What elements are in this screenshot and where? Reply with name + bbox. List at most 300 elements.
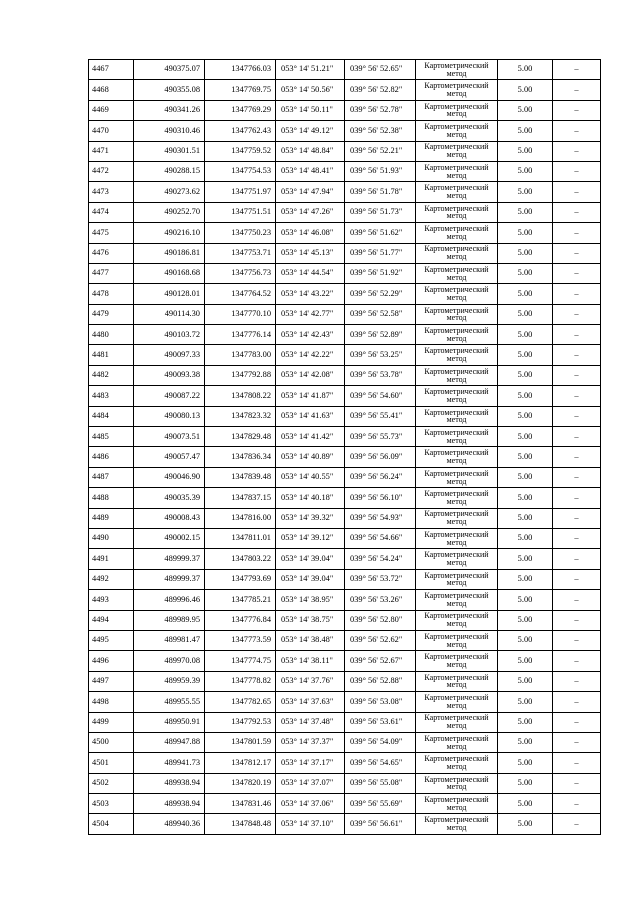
table-row [89, 569, 601, 589]
longitude-cell: 039° 56' 51.78" [345, 182, 416, 202]
table-row [89, 100, 601, 120]
x-coordinate-cell: 490008.43 [134, 508, 205, 528]
method-line-2: метод [446, 598, 467, 608]
accuracy-cell: 5.00 [498, 223, 553, 243]
latitude-cell: 053° 14' 41.87" [276, 386, 345, 406]
table-row [89, 263, 601, 283]
point-number-cell: 4486 [89, 447, 134, 467]
point-number-cell: 4470 [89, 121, 134, 141]
latitude-cell: 053° 14' 40.89" [276, 447, 345, 467]
method-cell [416, 528, 498, 548]
latitude-cell: 053° 14' 48.41" [276, 161, 345, 181]
method-cell [416, 794, 498, 814]
method-line-1: Картометрический [424, 264, 489, 274]
x-coordinate-cell: 490057.47 [134, 447, 205, 467]
method-line-1: Картометрический [424, 774, 489, 784]
note-cell: – [553, 447, 601, 467]
method-line-1: Картометрический [424, 122, 489, 132]
point-number-cell: 4471 [89, 141, 134, 161]
table-row [89, 182, 601, 202]
table-row [89, 141, 601, 161]
method-cell [416, 590, 498, 610]
point-number-cell: 4500 [89, 732, 134, 752]
y-coordinate-cell: 1347751.97 [205, 182, 276, 202]
method-cell [416, 814, 498, 834]
method-line-2: метод [446, 639, 467, 649]
method-line-1: Картометрический [424, 244, 489, 254]
accuracy-cell: 5.00 [498, 406, 553, 426]
method-cell [416, 202, 498, 222]
point-number-cell: 4489 [89, 508, 134, 528]
latitude-cell: 053° 14' 45.13" [276, 243, 345, 263]
method-line-1: Картометрический [424, 631, 489, 641]
method-cell [416, 223, 498, 243]
method-line-2: метод [446, 252, 467, 262]
longitude-cell: 039° 56' 51.93" [345, 161, 416, 181]
table-row [89, 732, 601, 752]
method-line-2: метод [446, 109, 467, 119]
table-row [89, 528, 601, 548]
note-cell: – [553, 630, 601, 650]
y-coordinate-cell: 1347785.21 [205, 590, 276, 610]
x-coordinate-cell: 490097.33 [134, 345, 205, 365]
accuracy-cell: 5.00 [498, 508, 553, 528]
point-number-cell: 4492 [89, 569, 134, 589]
longitude-cell: 039° 56' 54.60" [345, 386, 416, 406]
accuracy-cell: 5.00 [498, 794, 553, 814]
latitude-cell: 053° 14' 37.06" [276, 794, 345, 814]
coordinates-table-body [89, 60, 601, 835]
latitude-cell: 053° 14' 39.32" [276, 508, 345, 528]
x-coordinate-cell: 490252.70 [134, 202, 205, 222]
accuracy-cell: 5.00 [498, 60, 553, 80]
x-coordinate-cell: 490002.15 [134, 528, 205, 548]
y-coordinate-cell: 1347793.69 [205, 569, 276, 589]
accuracy-cell: 5.00 [498, 427, 553, 447]
y-coordinate-cell: 1347770.10 [205, 304, 276, 324]
method-line-2: метод [446, 741, 467, 751]
method-cell [416, 488, 498, 508]
longitude-cell: 039° 56' 51.92" [345, 263, 416, 283]
x-coordinate-cell: 490341.26 [134, 100, 205, 120]
method-cell [416, 100, 498, 120]
longitude-cell: 039° 56' 52.58" [345, 304, 416, 324]
method-line-1: Картометрический [424, 101, 489, 111]
table-row [89, 773, 601, 793]
latitude-cell: 053° 14' 44.54" [276, 263, 345, 283]
table-row [89, 345, 601, 365]
longitude-cell: 039° 56' 53.26" [345, 590, 416, 610]
longitude-cell: 039° 56' 51.73" [345, 202, 416, 222]
table-row [89, 753, 601, 773]
table-row [89, 365, 601, 385]
accuracy-cell: 5.00 [498, 263, 553, 283]
accuracy-cell: 5.00 [498, 651, 553, 671]
point-number-cell: 4468 [89, 80, 134, 100]
method-line-1: Картометрический [424, 611, 489, 621]
method-line-2: метод [446, 496, 467, 506]
point-number-cell: 4467 [89, 60, 134, 80]
coordinates-table [88, 59, 601, 835]
method-cell [416, 243, 498, 263]
point-number-cell: 4477 [89, 263, 134, 283]
note-cell: – [553, 141, 601, 161]
method-line-2: метод [446, 761, 467, 771]
method-line-1: Картометрический [424, 305, 489, 315]
x-coordinate-cell: 489999.37 [134, 549, 205, 569]
longitude-cell: 039° 56' 56.10" [345, 488, 416, 508]
longitude-cell: 039° 56' 52.29" [345, 284, 416, 304]
note-cell: – [553, 488, 601, 508]
point-number-cell: 4483 [89, 386, 134, 406]
table-row [89, 651, 601, 671]
point-number-cell: 4481 [89, 345, 134, 365]
table-row [89, 467, 601, 487]
method-cell [416, 121, 498, 141]
table-row [89, 284, 601, 304]
latitude-cell: 053° 14' 40.55" [276, 467, 345, 487]
note-cell: – [553, 773, 601, 793]
table-row [89, 121, 601, 141]
latitude-cell: 053° 14' 37.48" [276, 712, 345, 732]
point-number-cell: 4482 [89, 365, 134, 385]
longitude-cell: 039° 56' 52.67" [345, 651, 416, 671]
method-line-2: метод [446, 231, 467, 241]
table-row [89, 243, 601, 263]
x-coordinate-cell: 490103.72 [134, 325, 205, 345]
accuracy-cell: 5.00 [498, 325, 553, 345]
method-line-2: метод [446, 680, 467, 690]
latitude-cell: 053° 14' 37.17" [276, 753, 345, 773]
y-coordinate-cell: 1347764.52 [205, 284, 276, 304]
accuracy-cell: 5.00 [498, 243, 553, 263]
point-number-cell: 4485 [89, 427, 134, 447]
accuracy-cell: 5.00 [498, 549, 553, 569]
table-row [89, 549, 601, 569]
accuracy-cell: 5.00 [498, 100, 553, 120]
point-number-cell: 4504 [89, 814, 134, 834]
point-number-cell: 4497 [89, 671, 134, 691]
method-line-2: метод [446, 333, 467, 343]
method-cell [416, 692, 498, 712]
y-coordinate-cell: 1347812.17 [205, 753, 276, 773]
latitude-cell: 053° 14' 38.48" [276, 630, 345, 650]
accuracy-cell: 5.00 [498, 182, 553, 202]
table-row [89, 712, 601, 732]
x-coordinate-cell: 489950.91 [134, 712, 205, 732]
method-line-2: метод [446, 89, 467, 99]
note-cell: – [553, 100, 601, 120]
y-coordinate-cell: 1347774.75 [205, 651, 276, 671]
accuracy-cell: 5.00 [498, 528, 553, 548]
method-line-2: метод [446, 68, 467, 78]
x-coordinate-cell: 489941.73 [134, 753, 205, 773]
method-cell [416, 610, 498, 630]
method-cell [416, 386, 498, 406]
latitude-cell: 053° 14' 38.11" [276, 651, 345, 671]
method-line-1: Картометрический [424, 448, 489, 458]
method-cell [416, 569, 498, 589]
longitude-cell: 039° 56' 54.24" [345, 549, 416, 569]
table-row [89, 161, 601, 181]
point-number-cell: 4490 [89, 528, 134, 548]
y-coordinate-cell: 1347782.65 [205, 692, 276, 712]
x-coordinate-cell: 490128.01 [134, 284, 205, 304]
method-cell [416, 263, 498, 283]
table-row [89, 692, 601, 712]
latitude-cell: 053° 14' 47.26" [276, 202, 345, 222]
y-coordinate-cell: 1347801.59 [205, 732, 276, 752]
point-number-cell: 4501 [89, 753, 134, 773]
note-cell: – [553, 60, 601, 80]
method-line-1: Картометрический [424, 142, 489, 152]
method-line-2: метод [446, 517, 467, 527]
method-line-2: метод [446, 374, 467, 384]
longitude-cell: 039° 56' 55.69" [345, 794, 416, 814]
point-number-cell: 4494 [89, 610, 134, 630]
latitude-cell: 053° 14' 38.75" [276, 610, 345, 630]
note-cell: – [553, 732, 601, 752]
longitude-cell: 039° 56' 55.08" [345, 773, 416, 793]
method-line-2: метод [446, 660, 467, 670]
y-coordinate-cell: 1347776.84 [205, 610, 276, 630]
note-cell: – [553, 712, 601, 732]
x-coordinate-cell: 490273.62 [134, 182, 205, 202]
latitude-cell: 053° 14' 37.76" [276, 671, 345, 691]
method-line-1: Картометрический [424, 60, 489, 70]
note-cell: – [553, 121, 601, 141]
latitude-cell: 053° 14' 37.37" [276, 732, 345, 752]
longitude-cell: 039° 56' 53.25" [345, 345, 416, 365]
y-coordinate-cell: 1347778.82 [205, 671, 276, 691]
method-cell [416, 60, 498, 80]
y-coordinate-cell: 1347803.22 [205, 549, 276, 569]
longitude-cell: 039° 56' 53.78" [345, 365, 416, 385]
method-cell [416, 671, 498, 691]
method-line-1: Картометрический [424, 427, 489, 437]
y-coordinate-cell: 1347816.00 [205, 508, 276, 528]
longitude-cell: 039° 56' 52.65" [345, 60, 416, 80]
latitude-cell: 053° 14' 39.12" [276, 528, 345, 548]
note-cell: – [553, 671, 601, 691]
latitude-cell: 053° 14' 42.08" [276, 365, 345, 385]
point-number-cell: 4487 [89, 467, 134, 487]
x-coordinate-cell: 490114.30 [134, 304, 205, 324]
y-coordinate-cell: 1347750.23 [205, 223, 276, 243]
y-coordinate-cell: 1347753.71 [205, 243, 276, 263]
method-line-2: метод [446, 272, 467, 282]
y-coordinate-cell: 1347811.01 [205, 528, 276, 548]
method-line-1: Картометрический [424, 162, 489, 172]
y-coordinate-cell: 1347783.00 [205, 345, 276, 365]
method-cell [416, 651, 498, 671]
method-cell [416, 304, 498, 324]
accuracy-cell: 5.00 [498, 753, 553, 773]
method-line-1: Картометрический [424, 325, 489, 335]
method-line-2: метод [446, 782, 467, 792]
method-line-1: Картометрический [424, 733, 489, 743]
y-coordinate-cell: 1347820.19 [205, 773, 276, 793]
x-coordinate-cell: 489955.55 [134, 692, 205, 712]
table-row [89, 202, 601, 222]
accuracy-cell: 5.00 [498, 814, 553, 834]
longitude-cell: 039° 56' 51.62" [345, 223, 416, 243]
method-line-1: Картометрический [424, 815, 489, 825]
point-number-cell: 4498 [89, 692, 134, 712]
note-cell: – [553, 80, 601, 100]
point-number-cell: 4502 [89, 773, 134, 793]
accuracy-cell: 5.00 [498, 488, 553, 508]
y-coordinate-cell: 1347776.14 [205, 325, 276, 345]
latitude-cell: 053° 14' 50.11" [276, 100, 345, 120]
accuracy-cell: 5.00 [498, 141, 553, 161]
longitude-cell: 039° 56' 52.82" [345, 80, 416, 100]
method-cell [416, 365, 498, 385]
accuracy-cell: 5.00 [498, 304, 553, 324]
x-coordinate-cell: 490301.51 [134, 141, 205, 161]
latitude-cell: 053° 14' 47.94" [276, 182, 345, 202]
x-coordinate-cell: 489959.39 [134, 671, 205, 691]
x-coordinate-cell: 490186.81 [134, 243, 205, 263]
method-cell [416, 284, 498, 304]
x-coordinate-cell: 490375.07 [134, 60, 205, 80]
accuracy-cell: 5.00 [498, 202, 553, 222]
note-cell: – [553, 406, 601, 426]
table-row [89, 794, 601, 814]
point-number-cell: 4493 [89, 590, 134, 610]
note-cell: – [553, 753, 601, 773]
method-line-1: Картометрический [424, 652, 489, 662]
x-coordinate-cell: 490288.15 [134, 161, 205, 181]
method-line-2: метод [446, 435, 467, 445]
note-cell: – [553, 590, 601, 610]
y-coordinate-cell: 1347792.53 [205, 712, 276, 732]
y-coordinate-cell: 1347829.48 [205, 427, 276, 447]
y-coordinate-cell: 1347773.59 [205, 630, 276, 650]
method-cell [416, 406, 498, 426]
note-cell: – [553, 794, 601, 814]
method-cell [416, 773, 498, 793]
point-number-cell: 4475 [89, 223, 134, 243]
table-row [89, 508, 601, 528]
note-cell: – [553, 508, 601, 528]
table-row [89, 590, 601, 610]
x-coordinate-cell: 489989.95 [134, 610, 205, 630]
x-coordinate-cell: 489938.94 [134, 773, 205, 793]
longitude-cell: 039° 56' 52.89" [345, 325, 416, 345]
note-cell: – [553, 467, 601, 487]
table-row [89, 814, 601, 834]
table-row [89, 447, 601, 467]
y-coordinate-cell: 1347792.88 [205, 365, 276, 385]
accuracy-cell: 5.00 [498, 447, 553, 467]
note-cell: – [553, 692, 601, 712]
method-line-2: метод [446, 313, 467, 323]
latitude-cell: 053° 14' 39.04" [276, 549, 345, 569]
method-line-1: Картометрический [424, 509, 489, 519]
x-coordinate-cell: 489996.46 [134, 590, 205, 610]
method-cell [416, 712, 498, 732]
point-number-cell: 4478 [89, 284, 134, 304]
latitude-cell: 053° 14' 42.22" [276, 345, 345, 365]
method-cell [416, 508, 498, 528]
method-line-1: Картометрический [424, 489, 489, 499]
latitude-cell: 053° 14' 39.04" [276, 569, 345, 589]
accuracy-cell: 5.00 [498, 80, 553, 100]
method-line-2: метод [446, 721, 467, 731]
accuracy-cell: 5.00 [498, 161, 553, 181]
method-line-1: Картометрический [424, 366, 489, 376]
table-row [89, 223, 601, 243]
x-coordinate-cell: 490073.51 [134, 427, 205, 447]
latitude-cell: 053° 14' 51.21" [276, 60, 345, 80]
note-cell: – [553, 202, 601, 222]
x-coordinate-cell: 490046.90 [134, 467, 205, 487]
point-number-cell: 4476 [89, 243, 134, 263]
note-cell: – [553, 427, 601, 447]
note-cell: – [553, 651, 601, 671]
latitude-cell: 053° 14' 50.56" [276, 80, 345, 100]
method-cell [416, 732, 498, 752]
method-cell [416, 753, 498, 773]
x-coordinate-cell: 490168.68 [134, 263, 205, 283]
table-row [89, 610, 601, 630]
method-line-1: Картометрический [424, 591, 489, 601]
y-coordinate-cell: 1347831.46 [205, 794, 276, 814]
accuracy-cell: 5.00 [498, 386, 553, 406]
latitude-cell: 053° 14' 40.18" [276, 488, 345, 508]
method-cell [416, 447, 498, 467]
method-cell [416, 345, 498, 365]
method-line-2: метод [446, 456, 467, 466]
method-line-1: Картометрический [424, 754, 489, 764]
method-line-1: Картометрический [424, 550, 489, 560]
point-number-cell: 4499 [89, 712, 134, 732]
x-coordinate-cell: 489981.47 [134, 630, 205, 650]
method-line-2: метод [446, 354, 467, 364]
longitude-cell: 039° 56' 54.93" [345, 508, 416, 528]
method-line-1: Картометрический [424, 387, 489, 397]
method-line-2: метод [446, 802, 467, 812]
longitude-cell: 039° 56' 52.78" [345, 100, 416, 120]
latitude-cell: 053° 14' 38.95" [276, 590, 345, 610]
latitude-cell: 053° 14' 48.84" [276, 141, 345, 161]
longitude-cell: 039° 56' 52.80" [345, 610, 416, 630]
y-coordinate-cell: 1347836.34 [205, 447, 276, 467]
table-row [89, 325, 601, 345]
y-coordinate-cell: 1347751.51 [205, 202, 276, 222]
method-line-2: метод [446, 823, 467, 833]
y-coordinate-cell: 1347759.52 [205, 141, 276, 161]
method-line-1: Картометрический [424, 570, 489, 580]
method-line-2: метод [446, 191, 467, 201]
longitude-cell: 039° 56' 53.08" [345, 692, 416, 712]
x-coordinate-cell: 489940.36 [134, 814, 205, 834]
x-coordinate-cell: 490355.08 [134, 80, 205, 100]
longitude-cell: 039° 56' 54.09" [345, 732, 416, 752]
latitude-cell: 053° 14' 41.63" [276, 406, 345, 426]
accuracy-cell: 5.00 [498, 732, 553, 752]
method-line-2: метод [446, 619, 467, 629]
latitude-cell: 053° 14' 37.10" [276, 814, 345, 834]
x-coordinate-cell: 489970.08 [134, 651, 205, 671]
table-row [89, 80, 601, 100]
method-line-2: метод [446, 150, 467, 160]
accuracy-cell: 5.00 [498, 467, 553, 487]
x-coordinate-cell: 489947.88 [134, 732, 205, 752]
method-line-1: Картометрический [424, 529, 489, 539]
note-cell: – [553, 365, 601, 385]
